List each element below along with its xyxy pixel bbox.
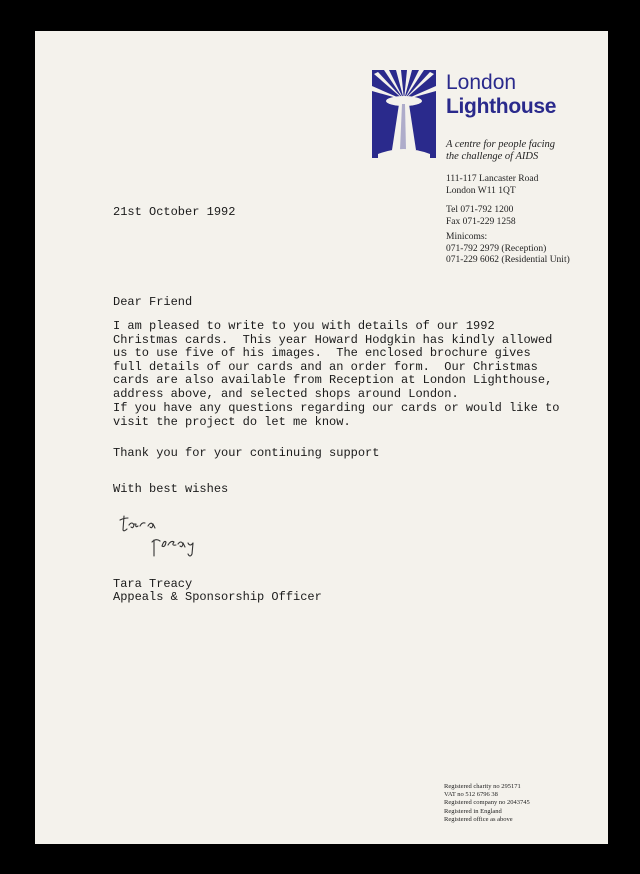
handwritten-signature (116, 512, 216, 562)
vat-number: VAT no 512 6796 38 (444, 791, 498, 799)
registered-country: Registered in England (444, 807, 502, 815)
tagline (446, 139, 555, 163)
address-line1: 111-117 Lancaster Road (446, 174, 539, 184)
minicom-reception: 071-792 2979 (Reception) (446, 243, 547, 254)
registration-footer (444, 783, 530, 824)
postal-address (446, 174, 538, 197)
minicoms-label: Minicoms: (446, 232, 488, 242)
fax-number: Fax 071-229 1258 (446, 216, 516, 227)
registered-office: Registered office as above (444, 815, 513, 823)
address-line2: London W11 1QT (446, 185, 516, 196)
company-number: Registered company no 2043745 (444, 799, 530, 807)
signer-title: Appeals & Sponsorship Officer (113, 590, 322, 604)
body-paragraph-3: Thank you for your continuing support (113, 446, 380, 460)
letter-date: 21st October 1992 (113, 205, 236, 219)
tel-number: Tel 071-792 1200 (446, 205, 514, 215)
org-name-line2: Lighthouse (446, 95, 557, 118)
org-name-line1: London (446, 71, 517, 94)
organisation-name (446, 71, 556, 119)
lighthouse-logo-icon (372, 70, 436, 158)
minicom-residential: 071-229 6062 (Residential Unit) (446, 255, 570, 265)
closing: With best wishes (113, 482, 229, 496)
minicom-numbers (446, 232, 570, 267)
charity-number: Registered charity no 295171 (444, 783, 521, 790)
signer-name: Tara Treacy (113, 577, 193, 591)
body-paragraph-2: If you have any questions regarding our cards or would like to visit the project do let me know. (113, 401, 560, 429)
salutation: Dear Friend (113, 295, 193, 309)
tagline-line1: A centre for people facing (446, 139, 556, 150)
phone-numbers (446, 205, 516, 228)
body-paragraph-1: I am pleased to write to you with details of our 1992 Christmas cards. This year Howard Hodgkin has kindly allowed us to use five of his images. The enclosed brochure gives full details of our cards and an order form. Our Christmas cards are also available from Reception at London Lighthouse, address above, and selected shops around London. (113, 319, 553, 401)
tagline-line2: the challenge of AIDS (446, 151, 539, 162)
